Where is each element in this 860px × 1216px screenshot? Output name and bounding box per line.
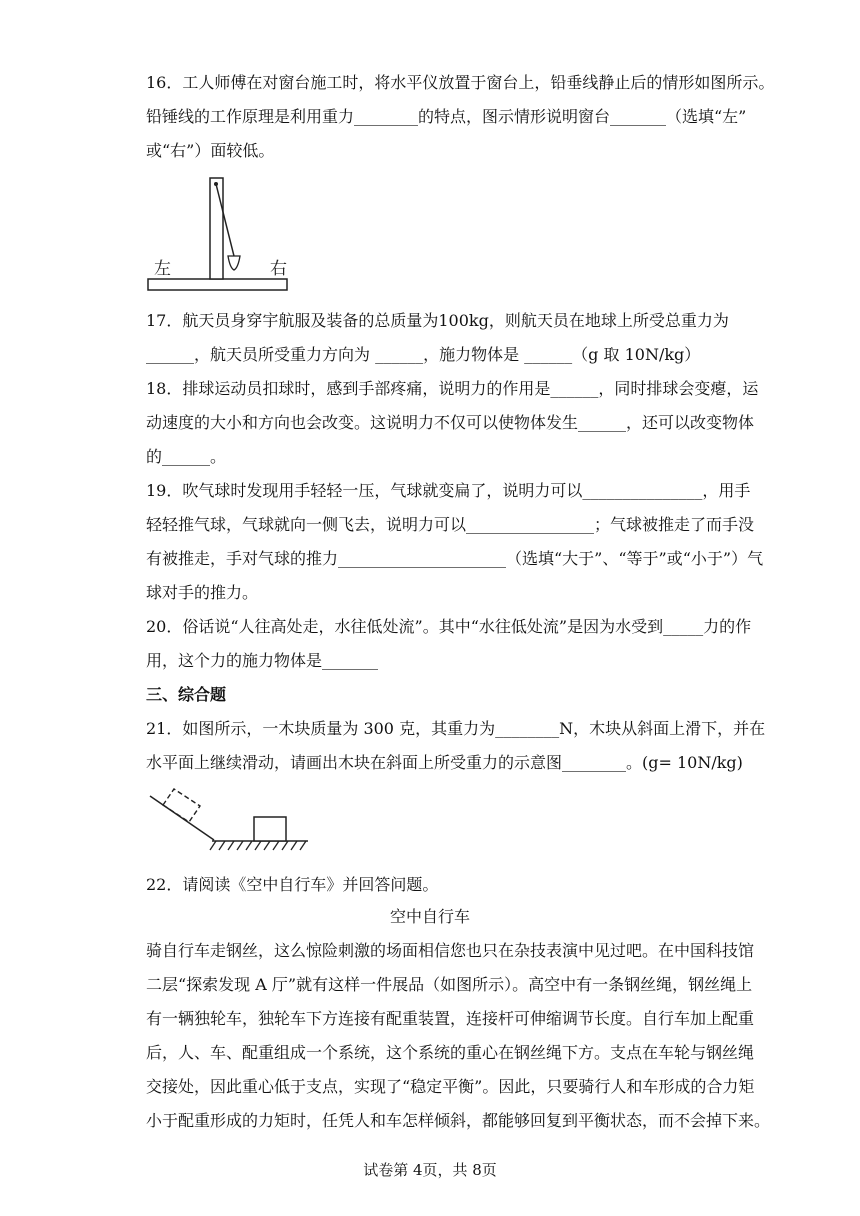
q21-line-2: 水平面上继续滑动，请画出木块在斜面上所受重力的示意图________。(g= 10N/kg) bbox=[146, 753, 743, 772]
q16-line-2: 铅锤线的工作原理是利用重力________的特点，图示情形说明窗台_______（选填“左” bbox=[146, 107, 747, 126]
q18-line-1: 18．排球运动员扣球时，感到手部疼痛，说明力的作用是______，同时排球会变瘪，运 bbox=[146, 379, 759, 398]
plumb-bob bbox=[228, 256, 240, 270]
incline-block-figure bbox=[146, 784, 310, 856]
q16-line-3: 或“右”）面较低。 bbox=[146, 141, 275, 160]
q19-line-4: 球对手的推力。 bbox=[146, 583, 259, 602]
left-label: 左 bbox=[154, 259, 171, 279]
q18-line-3: 的______。 bbox=[146, 447, 227, 466]
right-label: 右 bbox=[270, 259, 287, 279]
plumb-level-figure bbox=[146, 176, 292, 294]
window-sill bbox=[148, 279, 287, 290]
article-line-3: 有一辆独轮车，独轮车下方连接有配重装置，连接杆可伸缩调节长度。自行车加上配重 bbox=[146, 1009, 755, 1028]
section-heading: 三、综合题 bbox=[146, 685, 227, 704]
q17-line-2: ______，航天员所受重力方向为 ______，施力物体是 ______（g 取 10N/kg） bbox=[146, 345, 701, 364]
block-on-ground bbox=[254, 817, 286, 841]
q20-line-1: 20．俗话说“人往高处走，水往低处流”。其中“水往低处流”是因为水受到_____力的作 bbox=[146, 617, 752, 636]
q18-line-2: 动速度的大小和方向也会改变。这说明力不仅可以使物体发生______，还可以改变物体 bbox=[146, 413, 755, 432]
ground-hatching bbox=[210, 841, 306, 850]
q19-line-3: 有被推走，手对气球的推力_____________________（选填“大于”、“等于”或“小于”）气 bbox=[146, 549, 764, 568]
article-line-4: 后，人、车、配重组成一个系统，这个系统的重心在钢丝绳下方。支点在车轮与钢丝绳 bbox=[146, 1043, 755, 1062]
q21-line-1: 21．如图所示，一木块质量为 300 克，其重力为________N，木块从斜面上滑下，并在 bbox=[146, 719, 766, 738]
article-title: 空中自行车 bbox=[389, 907, 470, 926]
article-line-2: 二层“探索发现 A 厅”就有这样一件展品（如图所示）。高空中有一条钢丝绳，钢丝绳上 bbox=[146, 975, 753, 994]
page-footer: 试卷第 4页，共 8页 bbox=[363, 1161, 497, 1179]
q16-line-1: 16．工人师傅在对窗台施工时，将水平仪放置于窗台上，铅垂线静止后的情形如图所示。 bbox=[146, 73, 775, 92]
incline-surface bbox=[150, 796, 214, 840]
article-line-6: 小于配重形成的力矩时，任凭人和车怎样倾斜，都能够回复到平衡状态，而不会掉下来。 bbox=[146, 1111, 771, 1130]
q17-line-1: 17．航天员身穿宇航服及装备的总质量为100kg，则航天员在地球上所受总重力为 bbox=[146, 311, 729, 330]
article-line-5: 交接处，因此重心低于支点，实现了“稳定平衡”。因此，只要骑行人和车形成的合力矩 bbox=[146, 1077, 755, 1096]
q19-line-2: 轻轻推气球，气球就向一侧飞去，说明力可以________________；气球被推走了而手没 bbox=[146, 515, 755, 534]
q20-line-2: 用，这个力的施力物体是_______ bbox=[146, 651, 379, 670]
q19-line-1: 19．吹气球时发现用手轻轻一压，气球就变扁了，说明力可以_______________，用手 bbox=[146, 481, 751, 500]
article-line-1: 骑自行车走钢丝，这么惊险刺激的场面相信您也只在杂技表演中见过吧。在中国科技馆 bbox=[146, 941, 755, 960]
q22-line-1: 22．请阅读《空中自行车》并回答问题。 bbox=[146, 875, 439, 894]
level-post bbox=[210, 178, 223, 279]
